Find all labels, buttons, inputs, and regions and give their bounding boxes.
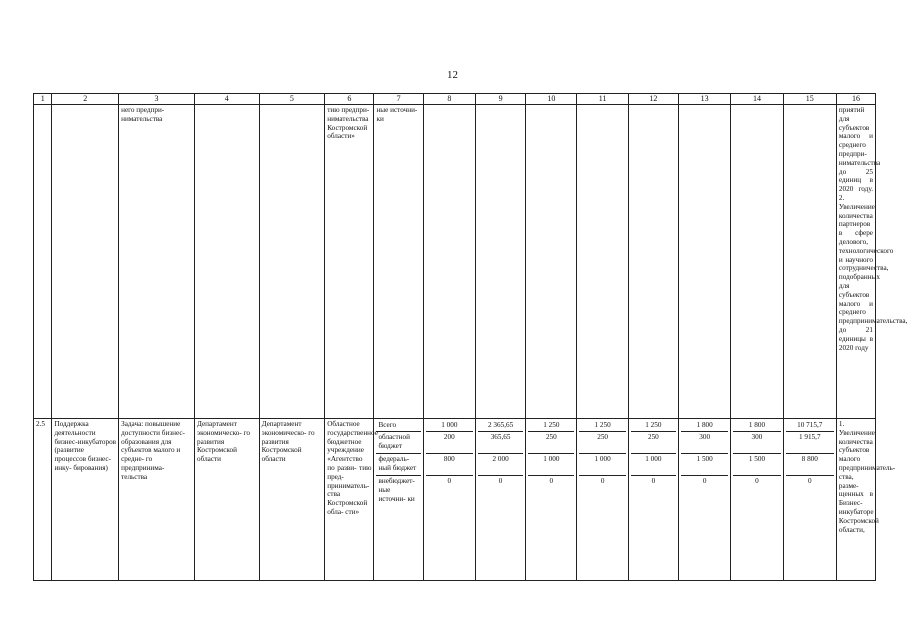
- table-cell: [628, 105, 678, 419]
- measure-name-cell: Поддержка деятельности бизнес-инкубаторов (развитие процессов бизнес-инку- бирования): [52, 419, 119, 581]
- header-cell: 9: [475, 94, 525, 105]
- values-col11-cell: [577, 419, 628, 581]
- value-total: 1 250: [579, 420, 625, 432]
- value-federal: 1 500: [681, 454, 728, 476]
- header-cell: 3: [119, 94, 195, 105]
- program-table: [33, 93, 907, 581]
- task-cell: Задача: повышение доступности бизнес-образования для субъектов малого и средне- го предпринима- тельства: [119, 419, 195, 581]
- table-cell: [731, 105, 783, 419]
- header-cell: 13: [679, 94, 731, 105]
- value-total: 2 365,65: [478, 420, 523, 432]
- table-cell: [577, 105, 628, 419]
- header-cell: 15: [783, 94, 836, 105]
- source-total: Всего: [376, 420, 420, 432]
- value-total: 1 250: [528, 420, 574, 432]
- header-cell: 7: [374, 94, 423, 105]
- values-col13-cell: [679, 419, 731, 581]
- value-regional: 1 915,7: [786, 432, 834, 454]
- header-cell: 5: [259, 94, 325, 105]
- table-cell: [526, 105, 577, 419]
- table-cell: [423, 105, 475, 419]
- value-extrabudget: 0: [651, 477, 656, 485]
- column-number-row: [34, 94, 876, 105]
- value-total: 1 800: [681, 420, 728, 432]
- value-federal: 2 000: [478, 454, 523, 476]
- value-regional: 365,65: [478, 432, 523, 454]
- header-cell: 6: [325, 94, 374, 105]
- value-total: 1 000: [426, 420, 473, 432]
- header-cell: 16: [836, 94, 875, 105]
- header-cell: 14: [731, 94, 783, 105]
- value-extrabudget: 0: [702, 477, 707, 485]
- value-regional: 250: [631, 432, 676, 454]
- value-total: 1 250: [631, 420, 676, 432]
- value-extrabudget: 0: [600, 477, 605, 485]
- value-federal: 1 000: [579, 454, 625, 476]
- value-regional: 250: [528, 432, 574, 454]
- table-cell: [52, 105, 119, 419]
- executor-cell: тию предпри- нимательства Костромской области»: [325, 105, 374, 419]
- header-cell: 4: [195, 94, 260, 105]
- values-col12-cell: [628, 419, 678, 581]
- table-cell: [679, 105, 731, 419]
- page-number: 12: [447, 69, 458, 81]
- values-2019-cell: [423, 419, 475, 581]
- task-cell: него предпри- нимательства: [119, 105, 195, 419]
- continuation-row: [34, 105, 876, 419]
- table-cell: [34, 105, 52, 419]
- value-federal: 1 000: [631, 454, 676, 476]
- header-cell: 1: [34, 94, 52, 105]
- value-total: 1 800: [733, 420, 780, 432]
- value-regional: 200: [426, 432, 473, 454]
- header-cell: 10: [526, 94, 577, 105]
- table-cell: [783, 105, 836, 419]
- value-regional: 300: [733, 432, 780, 454]
- value-extrabudget: 0: [447, 477, 452, 485]
- values-col14-cell: [731, 419, 783, 581]
- header-cell: 8: [423, 94, 475, 105]
- funding-sources-cell: [374, 419, 423, 581]
- table-cell: [259, 105, 325, 419]
- header-cell: 11: [577, 94, 628, 105]
- result-cell: 1. Увеличение количества субъектов малого предприниматель- ства, разме- щенных в Бизнес- инкубаторе Костромской области,: [836, 419, 875, 581]
- coexecutor-cell: Департамент экономическо- го развития Костромской области: [259, 419, 325, 581]
- responsible-cell: Департамент экономическо- го развития Костромской области: [195, 419, 260, 581]
- table-cell: [195, 105, 260, 419]
- row-number-cell: 2.5: [34, 419, 52, 581]
- value-federal: 1 500: [733, 454, 780, 476]
- value-federal: 800: [426, 454, 473, 476]
- value-extrabudget: 0: [755, 477, 759, 485]
- values-total-cell: [783, 419, 836, 581]
- values-col10-cell: [526, 419, 577, 581]
- value-regional: 250: [579, 432, 625, 454]
- source-cell: ные источни- ки: [374, 105, 423, 419]
- value-extrabudget: 0: [807, 477, 812, 485]
- table-cell: [475, 105, 525, 419]
- value-extrabudget: 0: [549, 477, 554, 485]
- result-cell: приятий для субъектов малого и среднего предпри- нимательства до 25 единиц в 2020 году. 2. Увеличение количества партнеров в сфере делового, технологического и научного сотрудничества, подобранных для субъектов малого и среднего предпринимательства, до 21 единицы в 2020 году: [836, 105, 875, 419]
- source-regional: областной бюджет: [376, 432, 420, 454]
- header-cell: 2: [52, 94, 119, 105]
- row-2-5: [34, 419, 876, 581]
- value-total: 10 715,7: [786, 420, 834, 432]
- value-federal: 1 000: [528, 454, 574, 476]
- header-cell: 12: [628, 94, 678, 105]
- value-regional: 300: [681, 432, 728, 454]
- source-federal: федераль- ный бюджет: [376, 454, 420, 476]
- value-extrabudget: 0: [498, 477, 503, 485]
- value-federal: 8 800: [786, 454, 834, 476]
- source-extrabudget: внебюджет- ные источни- ки: [378, 477, 415, 503]
- executor-cell: Областное государственное бюджетное учреждение «Агентство по разви- тию пред- приниматель- ства Костромской обла- сти»: [325, 419, 374, 581]
- values-col9-cell: [475, 419, 525, 581]
